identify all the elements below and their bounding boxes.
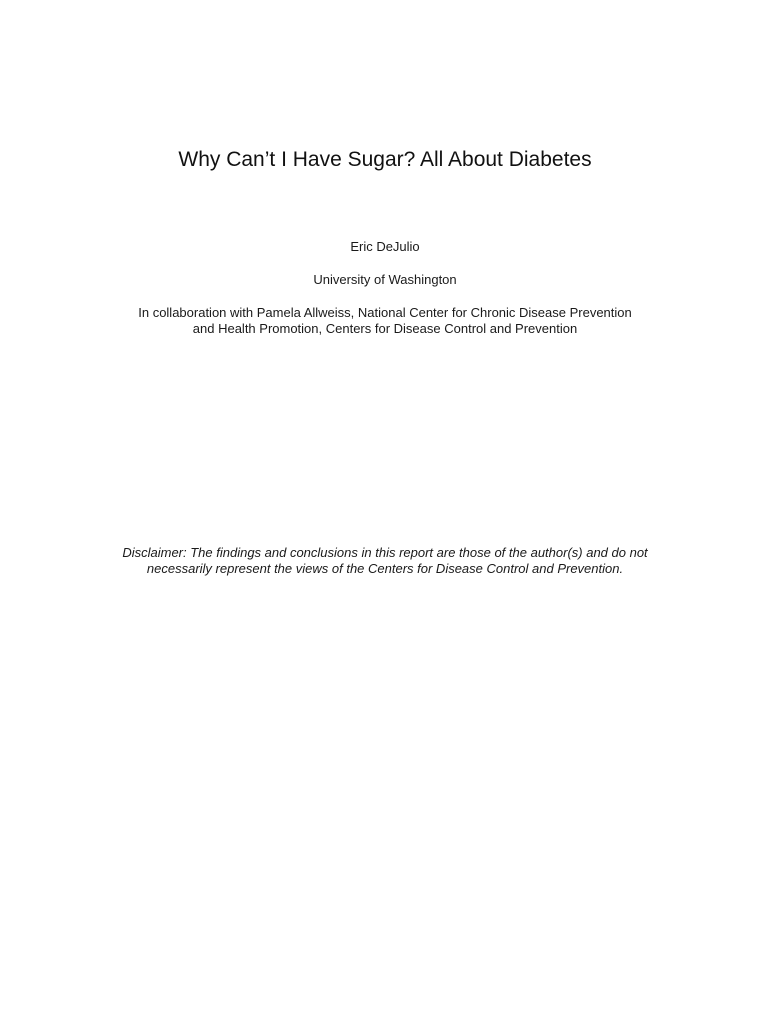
document-title: Why Can’t I Have Sugar? All About Diabetes: [178, 148, 592, 171]
disclaimer-line-1: Disclaimer: The findings and conclusions in this report are those of the author(s) and do not: [122, 545, 648, 560]
collaboration-line-2: and Health Promotion, Centers for Disease Control and Prevention: [192, 321, 578, 336]
disclaimer: [90, 545, 680, 577]
disclaimer-line-2: necessarily represent the views of the Centers for Disease Control and Prevention.: [146, 561, 624, 576]
author-affiliation: University of Washington: [313, 272, 457, 287]
collaboration-line-1: In collaboration with Pamela Allweiss, National Center for Chronic Disease Prevention: [138, 305, 632, 320]
collaboration-note: [100, 305, 670, 337]
author-name: Eric DeJulio: [350, 239, 420, 254]
